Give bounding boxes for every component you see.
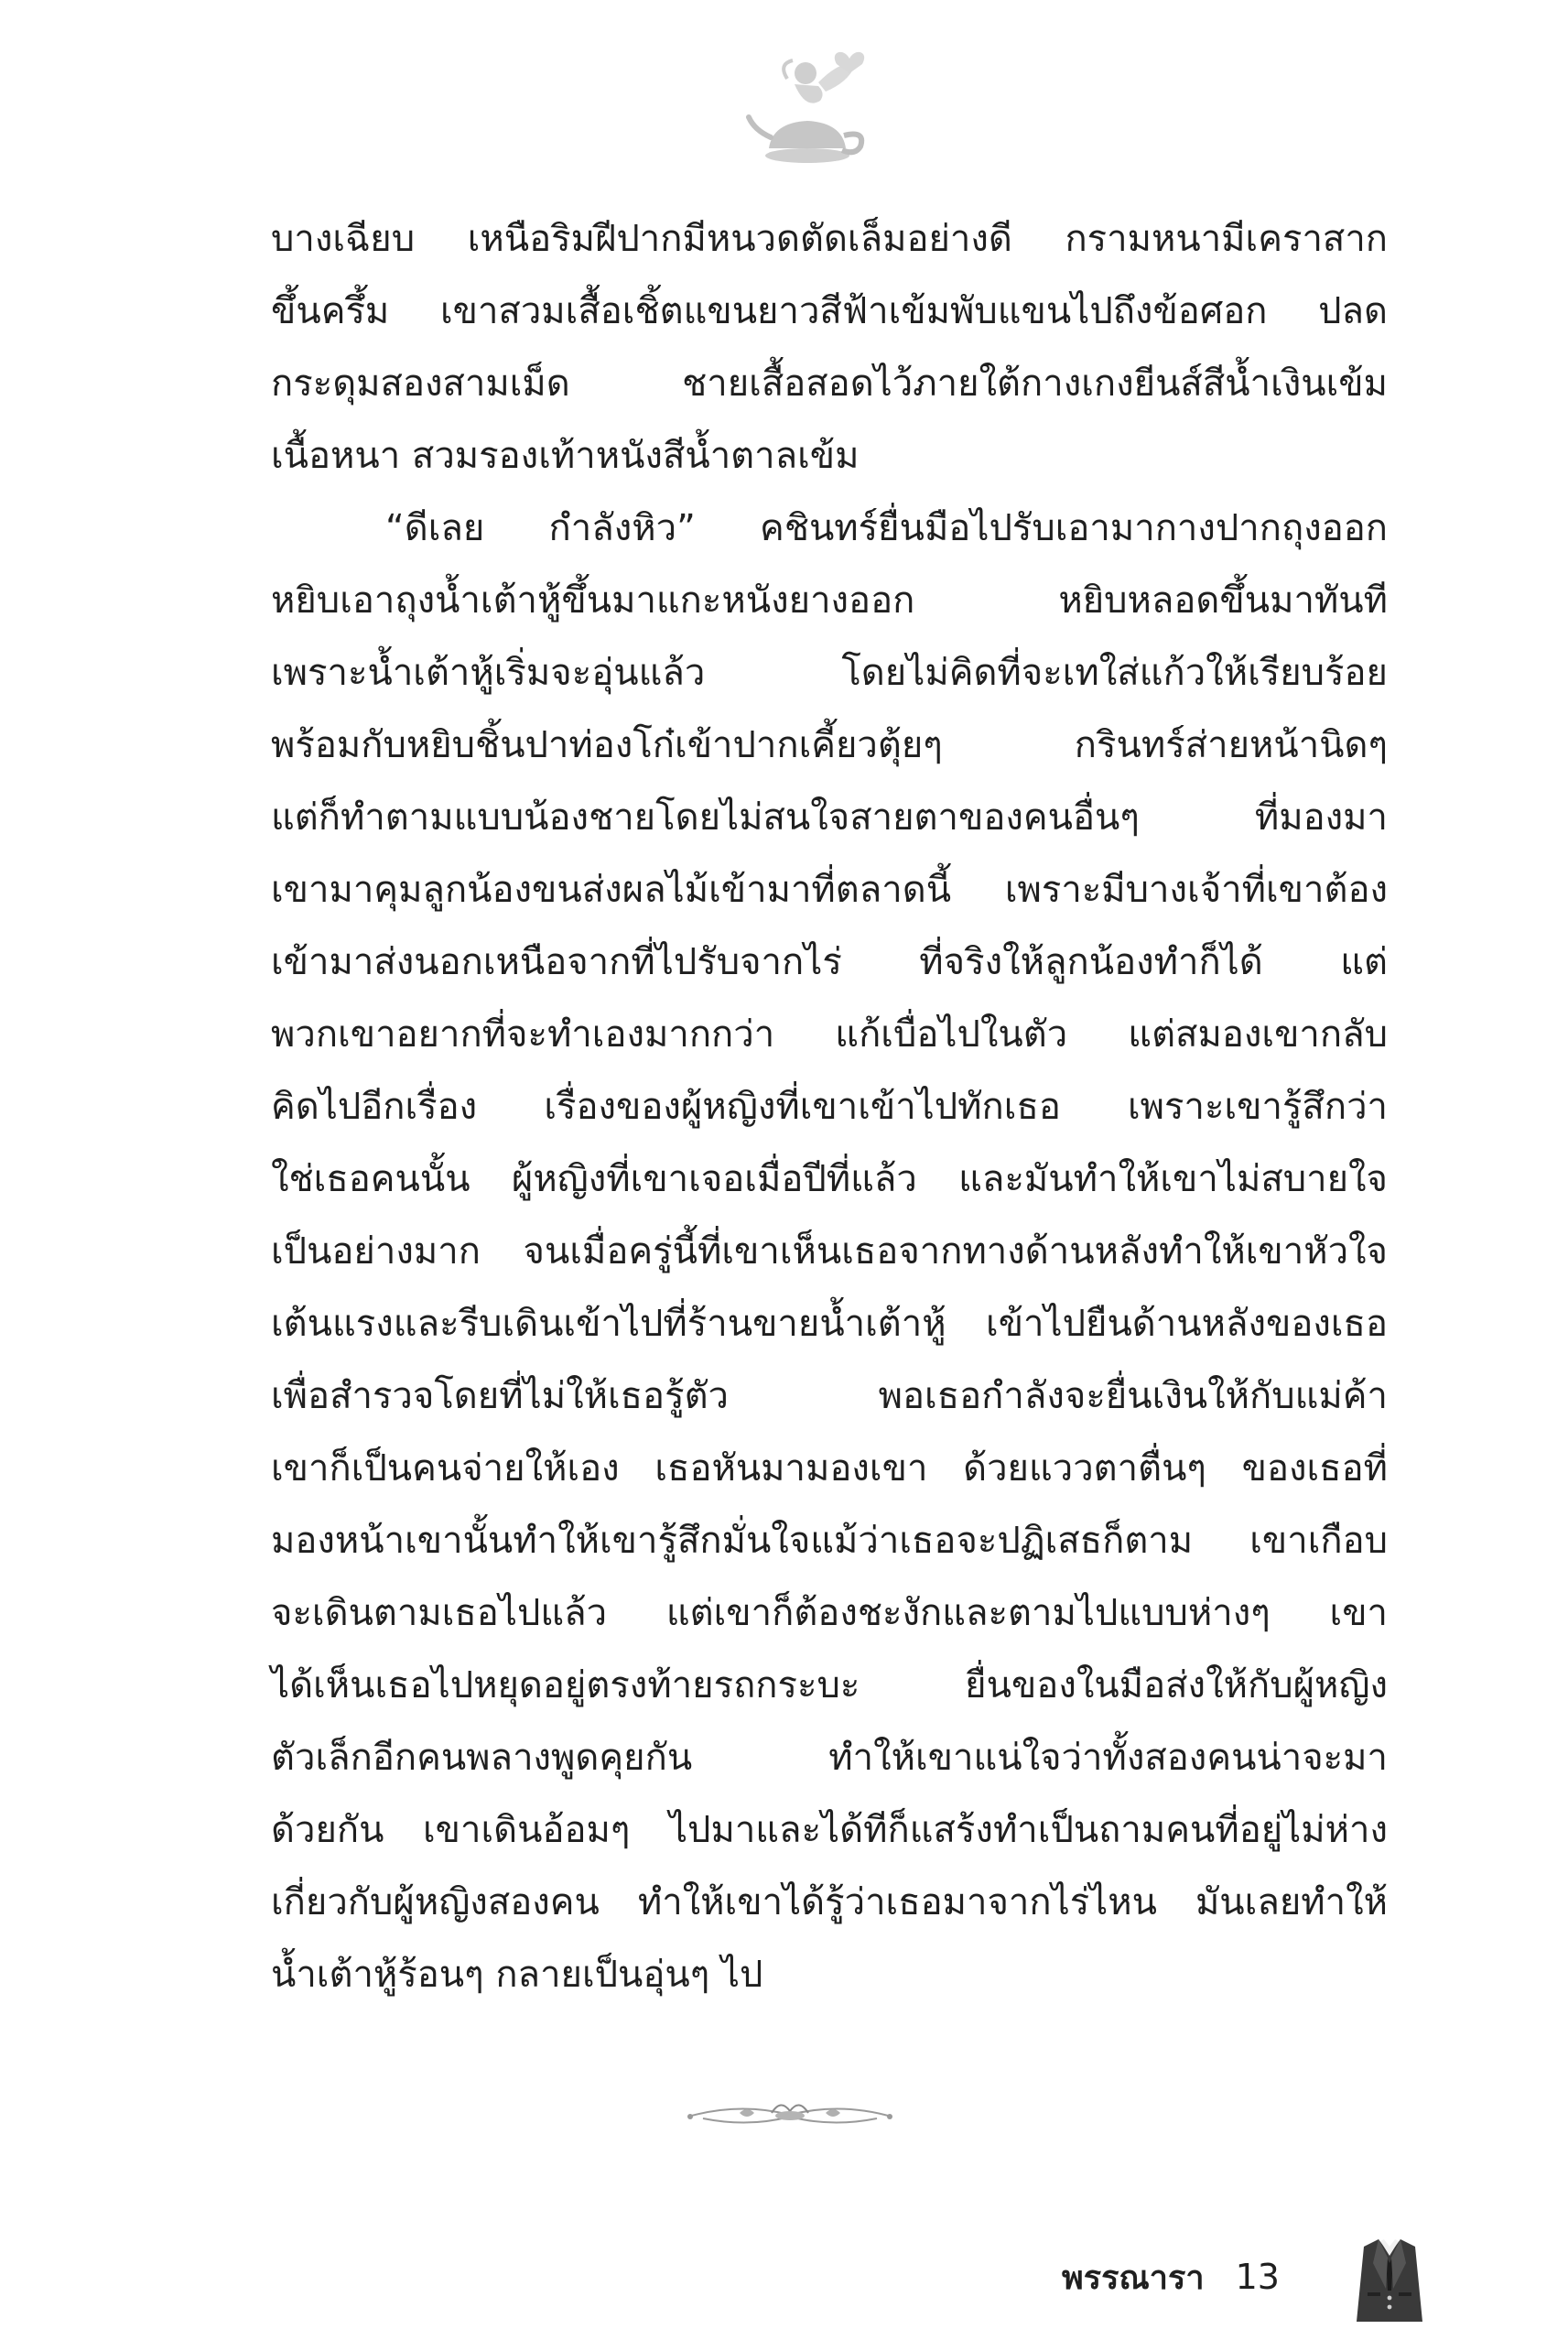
text-line: เขาก็เป็นคนจ่ายให้เอง เธอหันมามองเขา ด้วยแววตาตื่นๆ ของเธอที่	[271, 1447, 1388, 1489]
text-line: จะเดินตามเธอไปแล้ว แต่เขาก็ต้องชะงักและตามไปแบบห่างๆ เขา	[271, 1592, 1388, 1634]
text-line: เนื้อหนา สวมรองเท้าหนังสีน้ำตาลเข้ม	[271, 435, 860, 477]
text-line: หยิบเอาถุงน้ำเต้าหู้ขึ้นมาแกะหนังยางออก หยิบหลอดขึ้นมาทันที	[271, 580, 1388, 622]
text-line: ตัวเล็กอีกคนพลางพูดคุยกัน ทำให้เขาแน่ใจว่าทั้งสองคนน่าจะมา	[271, 1737, 1388, 1779]
text-line: เป็นอย่างมาก จนเมื่อครู่นี้ที่เขาเห็นเธอจากทางด้านหลังทำให้เขาหัวใจ	[271, 1230, 1388, 1273]
text-line: ด้วยกัน เขาเดินอ้อมๆ ไปมาและได้ทีก็แสร้งทำเป็นถามคนที่อยู่ไม่ห่าง	[271, 1809, 1388, 1851]
text-line: คิดไปอีกเรื่อง เรื่องของผู้หญิงที่เขาเข้าไปทักเธอ เพราะเขารู้สึกว่า	[271, 1086, 1388, 1128]
text-line: เข้ามาส่งนอกเหนือจากที่ไปรับจากไร่ ที่จริงให้ลูกน้องทำก็ได้ แต่	[271, 941, 1388, 983]
text-line: พร้อมกับหยิบชิ้นปาท่องโก๋เข้าปากเคี้ยวตุ้ยๆ กรินทร์ส่ายหน้านิดๆ	[271, 724, 1388, 766]
text-line: บางเฉียบ เหนือริมฝีปากมีหนวดตัดเล็มอย่างดี กรามหนามีเคราสาก	[271, 218, 1388, 260]
text-line: เพราะน้ำเต้าหู้เริ่มจะอุ่นแล้ว โดยไม่คิดที่จะเทใส่แก้วให้เรียบร้อย	[271, 652, 1388, 694]
text-line: มองหน้าเขานั้นทำให้เขารู้สึกมั่นใจแม้ว่าเธอจะปฏิเสธก็ตาม เขาเกือบ	[271, 1520, 1388, 1562]
text-line: เพื่อสำรวจโดยที่ไม่ให้เธอรู้ตัว พอเธอกำลังจะยื่นเงินให้กับแม่ค้า	[271, 1375, 1388, 1417]
text-line: เขามาคุมลูกน้องขนส่งผลไม้เข้ามาที่ตลาดนี้ เพราะมีบางเจ้าที่เขาต้อง	[271, 869, 1388, 911]
suit-jacket-icon	[1355, 2236, 1424, 2325]
text-line: กระดุมสองสามเม็ด ชายเสื้อสอดไว้ภายใต้กางเกงยีนส์สีน้ำเงินเข้ม	[271, 363, 1388, 405]
page-footer	[1062, 2226, 1280, 2327]
text-line: พวกเขาอยากที่จะทำเองมากกว่า แก้เบื่อไปในตัว แต่สมองเขากลับ	[271, 1013, 1388, 1056]
page-number: 13	[1235, 2257, 1280, 2297]
text-line: แต่ก็ทำตามแบบน้องชายโดยไม่สนใจสายตาของคนอื่นๆ ที่มองมา	[271, 796, 1388, 839]
text-line: “ดีเลย กำลังหิว” คชินทร์ยื่นมือไปรับเอามากางปากถุงออก	[385, 507, 1388, 549]
text-line: เต้นแรงและรีบเดินเข้าไปที่ร้านขายน้ำเต้าหู้ เข้าไปยืนด้านหลังของเธอ	[271, 1303, 1388, 1345]
text-line: ขึ้นครึ้ม เขาสวมเสื้อเชิ้ตแขนยาวสีฟ้าเข้มพับแขนไปถึงข้อศอก ปลด	[271, 290, 1388, 332]
cherub-teapot-icon	[741, 46, 888, 174]
text-line: เกี่ยวกับผู้หญิงสองคน ทำให้เขาได้รู้ว่าเธอมาจากไร่ไหน มันเลยทำให้	[271, 1881, 1388, 1923]
text-line: ได้เห็นเธอไปหยุดอยู่ตรงท้ายรถกระบะ ยื่นของในมือส่งให้กับผู้หญิง	[271, 1664, 1388, 1706]
flourish-divider-icon	[685, 2095, 895, 2135]
book-title: พรรณารา	[1062, 2259, 1205, 2297]
body-text	[271, 203, 1388, 2011]
text-line: น้ำเต้าหู้ร้อนๆ กลายเป็นอุ่นๆ ไป	[271, 1954, 763, 1996]
text-line: ใช่เธอคนนั้น ผู้หญิงที่เขาเจอเมื่อปีที่แล้ว และมันทำให้เขาไม่สบายใจ	[271, 1158, 1388, 1200]
